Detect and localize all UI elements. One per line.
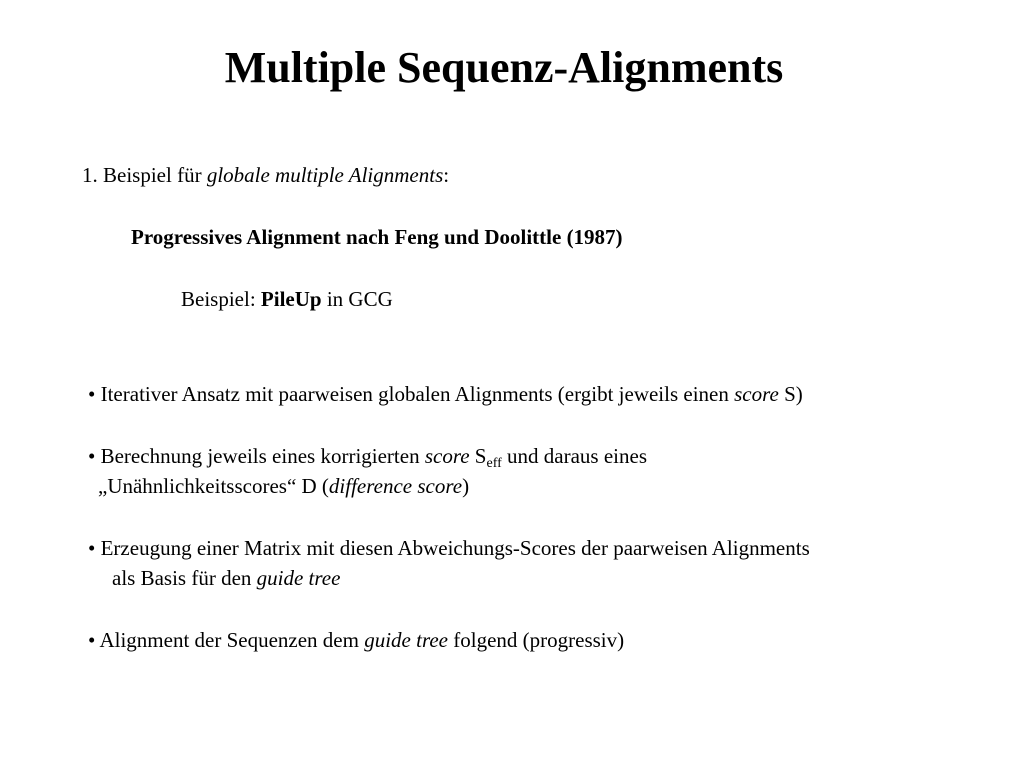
bullet-text-end: )	[462, 474, 470, 498]
example-prefix: Beispiel:	[181, 287, 261, 311]
bullet-item-alignment	[88, 626, 624, 654]
bullet-italic: score	[734, 382, 779, 406]
bullet-italic: score	[424, 444, 470, 468]
example-tool-name: PileUp	[260, 287, 322, 311]
bullet-item-corrected-score	[88, 442, 647, 470]
bullet-text: Iterativer Ansatz mit paarweisen globalen Alignments (ergibt jeweils einen	[95, 382, 735, 406]
bullet-item-iterative	[88, 380, 803, 408]
bullet-text-end: und daraus eines	[501, 444, 647, 468]
bullet-marker: •	[88, 536, 96, 560]
bullet-marker: •	[88, 628, 96, 652]
bullet-marker: •	[88, 382, 96, 406]
bullet-text: „Unähnlichkeitsscores“ D (	[98, 474, 329, 498]
intro-italic: globale multiple Alignments	[206, 163, 444, 187]
bullet-italic: guide tree	[364, 628, 448, 652]
bullet-text: als Basis für den	[112, 566, 257, 590]
bullet-italic: guide tree	[256, 566, 341, 590]
intro-suffix: :	[443, 163, 450, 187]
bullet-text: Erzeugung einer Matrix mit diesen Abweichungs-Scores der paarweisen Alignments	[95, 536, 810, 560]
bullet-text-symbol: S	[469, 444, 487, 468]
bullet-italic: difference score	[328, 474, 463, 498]
bullet-text: Alignment der Sequenzen dem	[95, 628, 365, 652]
intro-line	[82, 161, 449, 189]
bullet-item-corrected-score-line2	[98, 472, 469, 500]
method-heading: Progressives Alignment nach Feng und Doolittle (1987)	[131, 225, 623, 249]
bullet-text: Berechnung jeweils eines korrigierten	[95, 444, 425, 468]
intro-prefix: 1. Beispiel für	[82, 163, 207, 187]
bullet-text-end: S)	[778, 382, 803, 406]
slide-title: Multiple Sequenz-Alignments	[224, 43, 784, 92]
example-suffix: in GCG	[321, 287, 393, 311]
bullet-item-matrix	[88, 534, 810, 562]
example-line	[181, 285, 393, 313]
bullet-item-matrix-line2	[112, 564, 340, 592]
bullet-subscript: eff	[486, 456, 502, 471]
bullet-text-end: folgend (progressiv)	[448, 628, 625, 652]
bullet-marker: •	[88, 444, 96, 468]
